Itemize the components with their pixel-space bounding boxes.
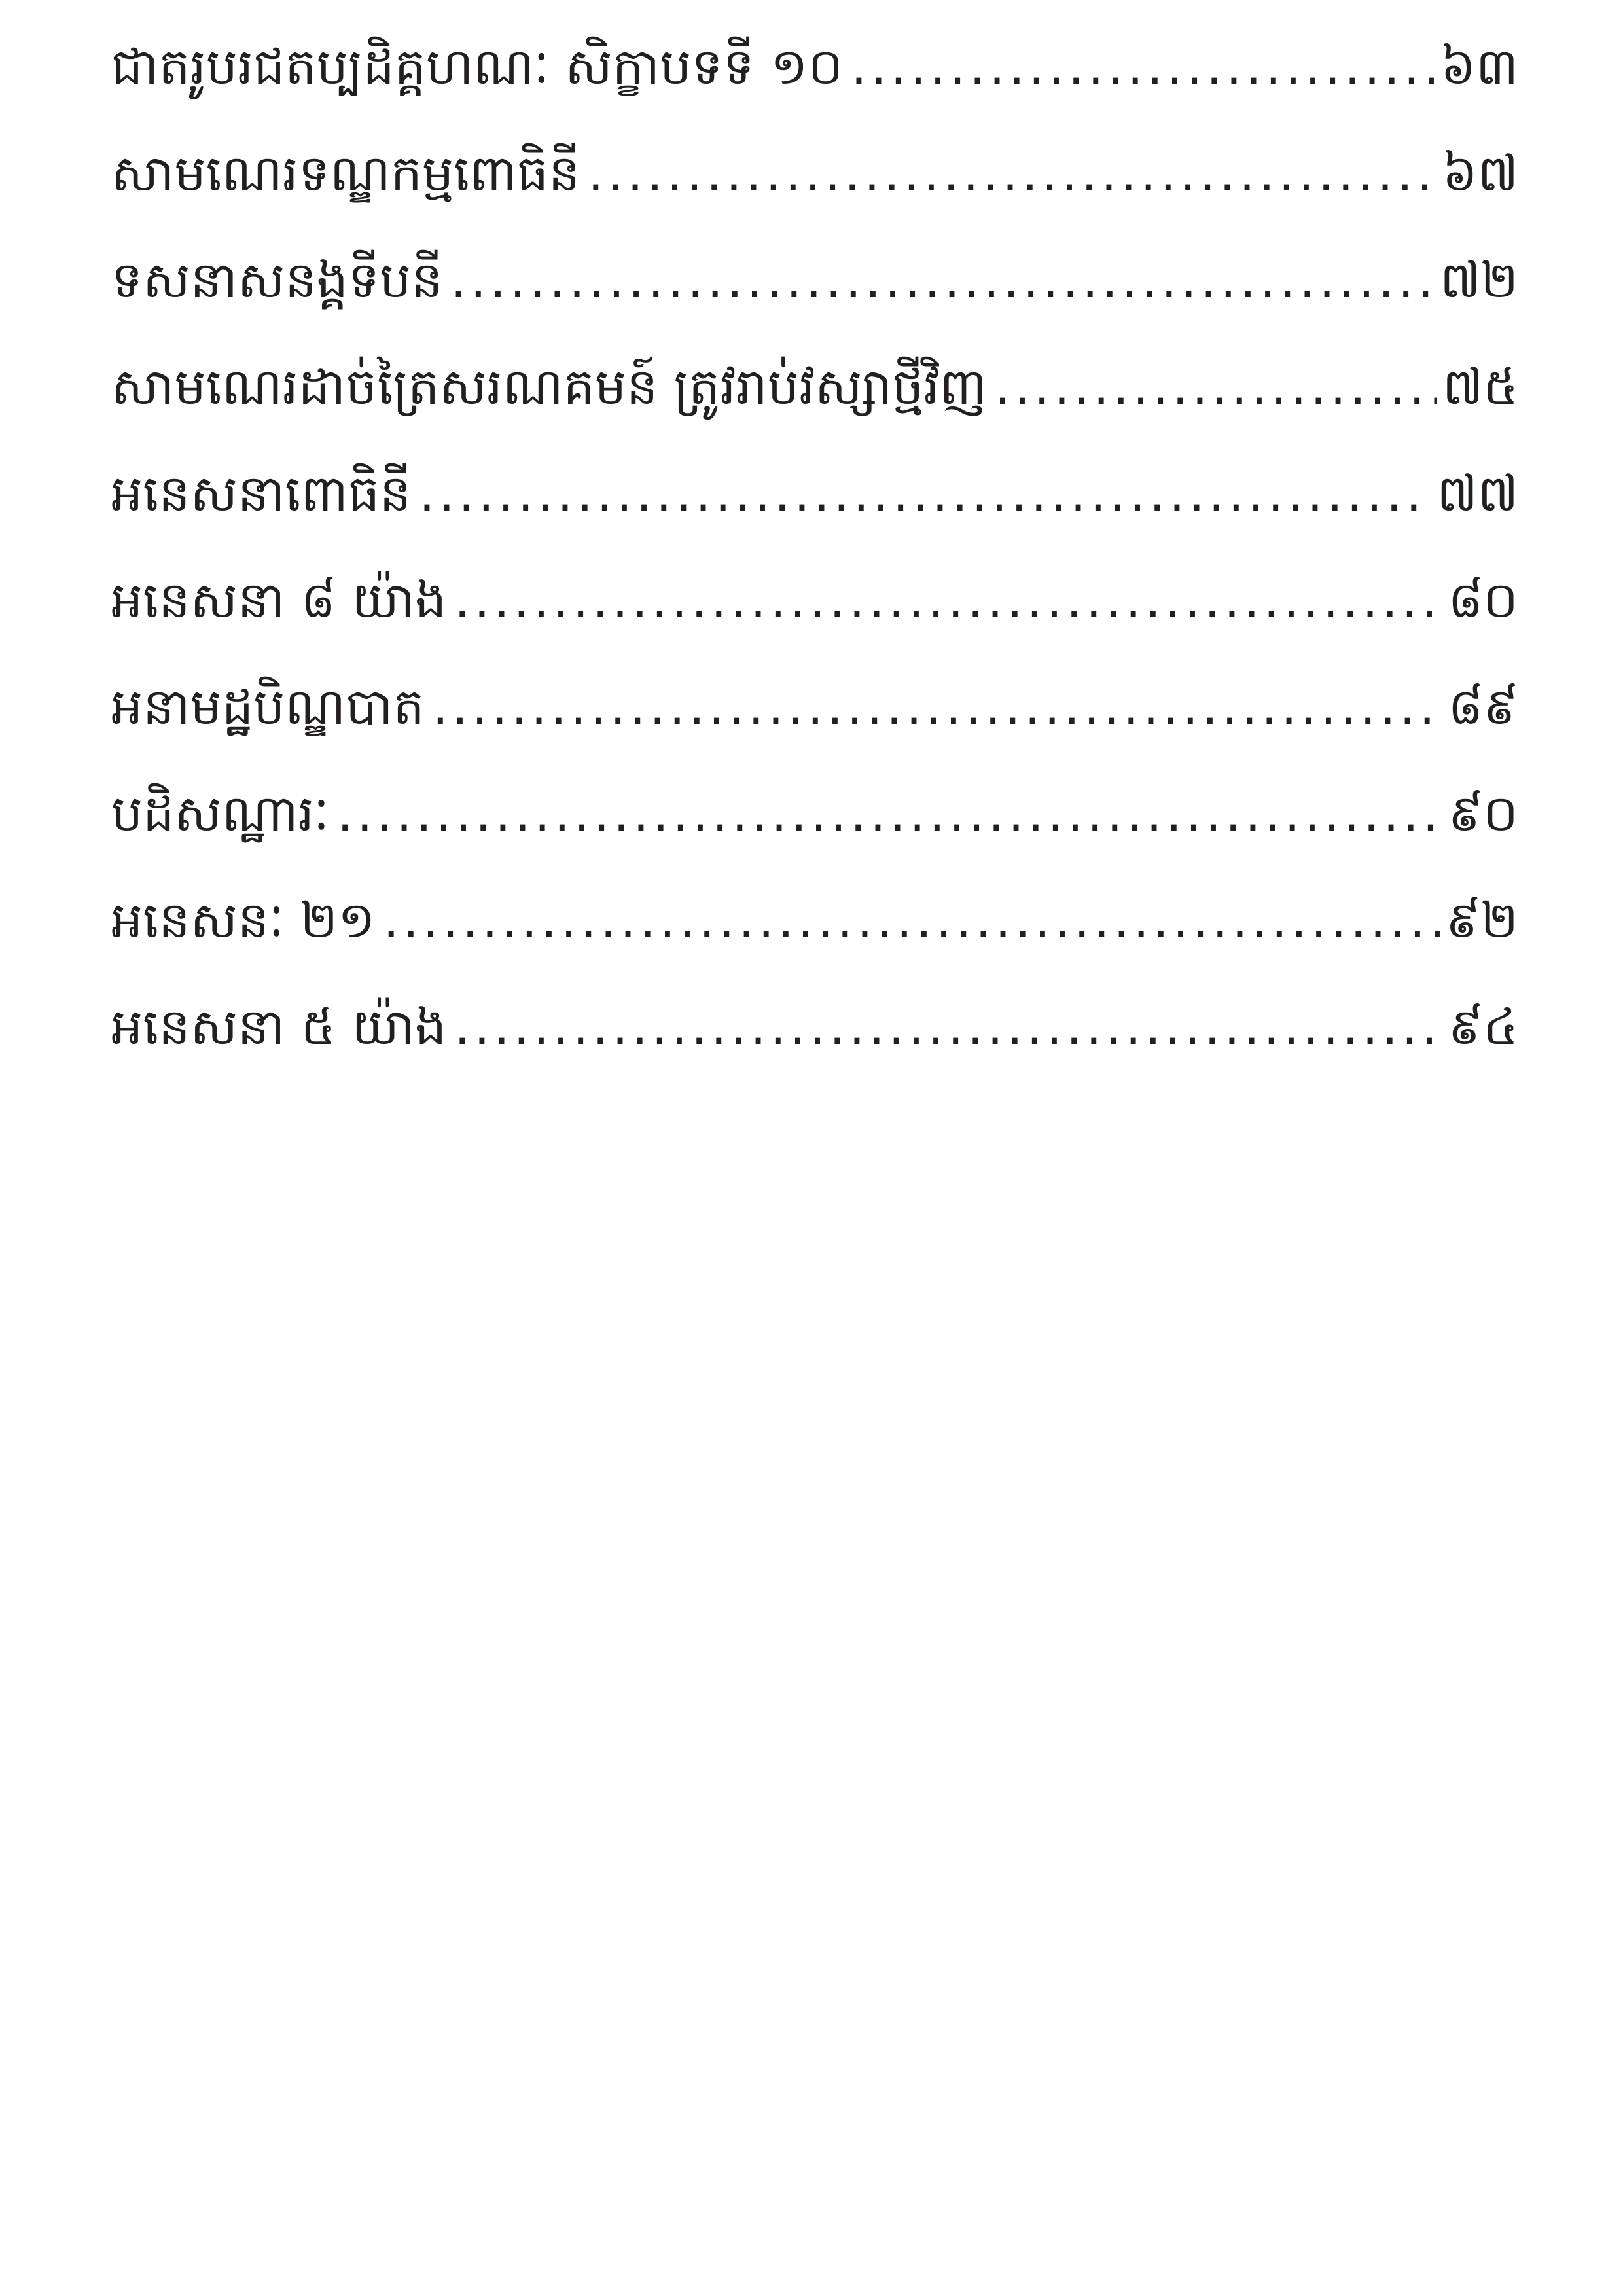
toc-dot-leader [454, 547, 1442, 653]
toc-entry [111, 867, 1518, 973]
toc-dot-leader [995, 333, 1437, 440]
toc-entry-title: ជាតរូបរជតប្បដិគ្គហណៈ សិក្ខាបទទី ១០ [111, 37, 844, 96]
toc-page-number: ៨៩ [1448, 677, 1518, 736]
toc-entry-title: សាមណេរទណ្ឌកម្មពោធិនី [111, 144, 580, 202]
toc-entry-title: បដិសណ្ឋារៈ [111, 784, 330, 842]
toc-entry [111, 120, 1518, 226]
toc-page-number: ៩៤ [1448, 997, 1518, 1056]
toc-entry [111, 333, 1518, 440]
toc-page-number: ៧២ [1440, 251, 1518, 309]
toc-page-number: ៨០ [1448, 571, 1518, 629]
toc-entry-title: អនេសនៈ ២១ [111, 891, 376, 949]
toc-dot-leader [451, 226, 1435, 333]
toc-entry [111, 440, 1518, 547]
toc-dot-leader [851, 13, 1435, 120]
toc-entry-title: សាមណេរដាច់ត្រៃសរណគមន៍ ត្រូវរាប់វស្សាថ្មីវិញ [111, 357, 987, 416]
toc-entry-title: ទសនាសនង្គទីបនី [111, 251, 443, 309]
toc-page-number: ៦៣ [1440, 37, 1518, 96]
toc-page-number: ៧៥ [1442, 357, 1518, 416]
toc-entry-title: អនេសនាពោធិនី [111, 464, 412, 522]
toc-entry-title: អនេសនា ៥ យ៉ាង [111, 997, 447, 1056]
toc-dot-leader [419, 440, 1431, 547]
table-of-contents [111, 13, 1518, 1080]
toc-dot-leader [454, 973, 1442, 1080]
toc-entry-title: អនាមដ្ឋបិណ្ឌបាត [111, 677, 425, 736]
toc-dot-leader [588, 120, 1437, 226]
toc-page-number: ៧៧ [1436, 464, 1518, 522]
toc-dot-leader [383, 867, 1440, 973]
toc-entry [111, 226, 1518, 333]
toc-entry [111, 760, 1518, 867]
toc-entry [111, 973, 1518, 1080]
toc-page-number: ៩២ [1445, 891, 1518, 949]
toc-page-number: ៩០ [1448, 784, 1518, 842]
toc-entry-title: អនេសនា ៨ យ៉ាង [111, 571, 447, 629]
toc-entry [111, 13, 1518, 120]
toc-entry [111, 547, 1518, 653]
toc-dot-leader [337, 760, 1442, 867]
toc-page-number: ៦៧ [1442, 144, 1518, 202]
toc-entry [111, 653, 1518, 760]
toc-dot-leader [433, 653, 1443, 760]
